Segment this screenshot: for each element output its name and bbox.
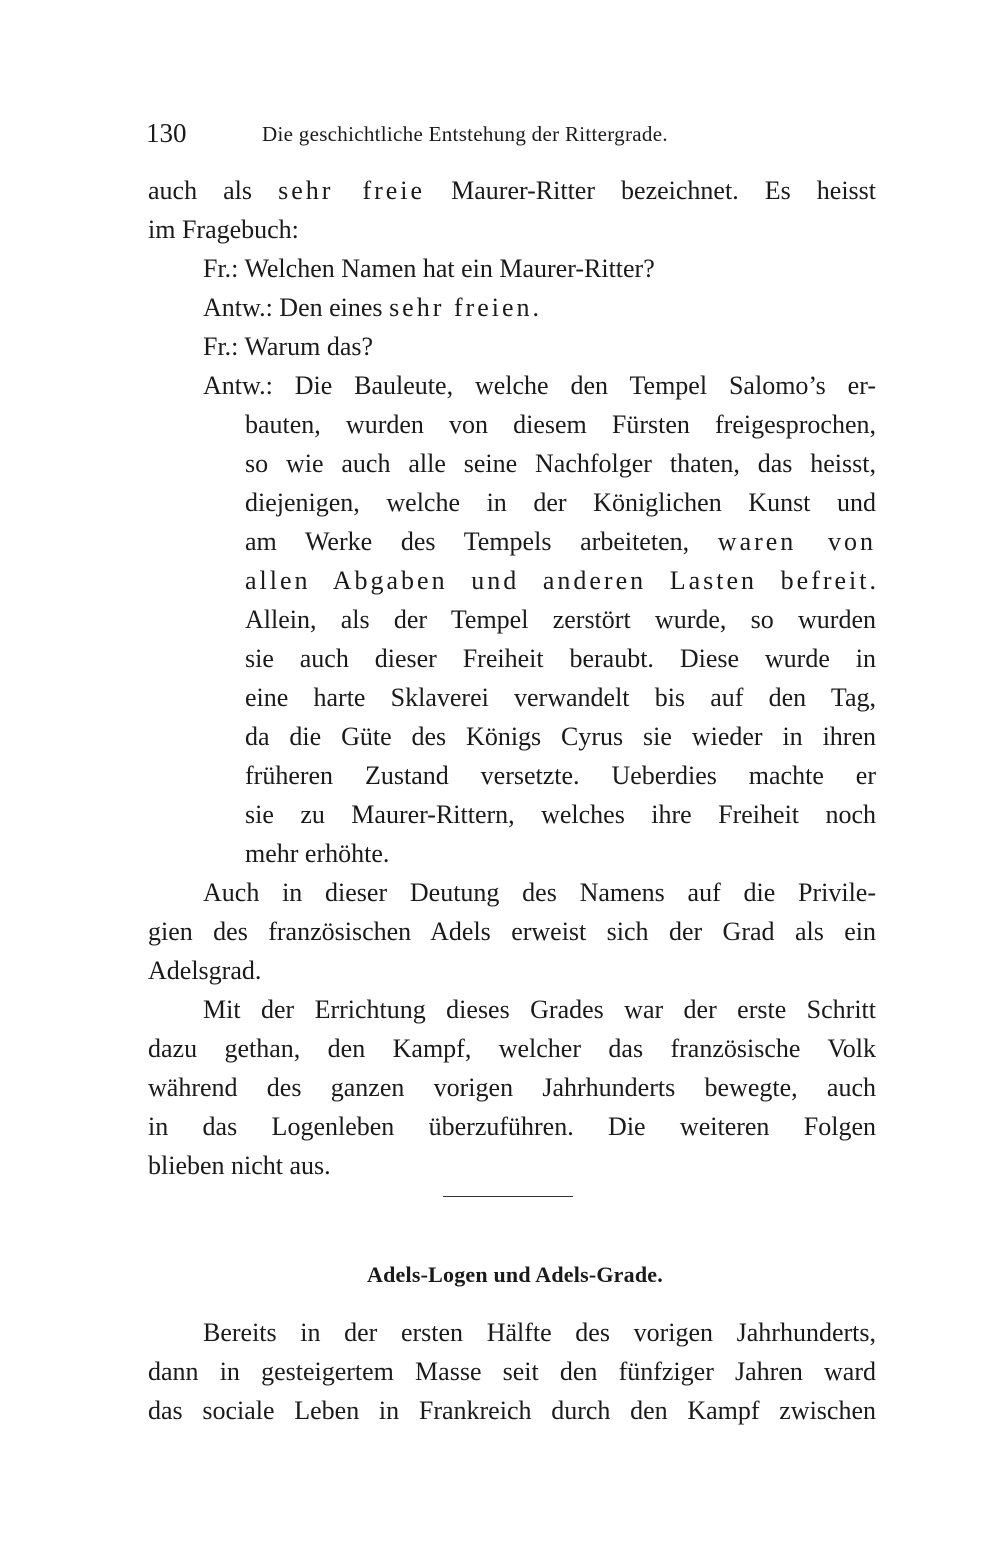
- text-line: [245, 834, 425, 874]
- text-run: Antw.: Den eines: [203, 293, 390, 322]
- text-line: [148, 1068, 876, 1108]
- text-line: [203, 1313, 876, 1353]
- text-run: .: [869, 566, 876, 595]
- text-line: [245, 522, 876, 562]
- text-run: Bereits in der ersten Hälfte des vorigen Jahrhunderts,: [203, 1318, 876, 1347]
- page-header: [146, 118, 886, 150]
- text-line: [245, 405, 876, 445]
- text-run: mehr erhöhte.: [245, 839, 390, 868]
- text-line: [148, 1107, 876, 1147]
- text-line: [203, 249, 763, 289]
- text-run: Allein, als der Tempel zerstört wurde, so wurden: [245, 605, 876, 634]
- text-run: im Fragebuch:: [148, 215, 299, 244]
- section-heading: Adels-Logen und Adels-Grade.: [367, 1262, 663, 1287]
- text-run: das sociale Leben in Frankreich durch den Kampf zwischen: [148, 1396, 876, 1425]
- text-run: in das Logenleben überzuführen. Die weiteren Folgen: [148, 1112, 876, 1141]
- text-line: [245, 561, 876, 601]
- text-run: früheren Zustand versetzte. Ueberdies machte er: [245, 761, 876, 790]
- text-line: [203, 873, 876, 913]
- spaced-emphasis: allen Abgaben und anderen Lasten befreit: [245, 566, 870, 595]
- text-line: [203, 288, 633, 328]
- text-run: blieben nicht aus.: [148, 1151, 331, 1180]
- text-line: [203, 990, 876, 1030]
- text-run: diejenigen, welche in der Königlichen Kunst und: [245, 488, 876, 517]
- text-line: [203, 366, 876, 406]
- text-line: [245, 678, 876, 718]
- text-line: [245, 756, 876, 796]
- text-run: dazu gethan, den Kampf, welcher das französische Volk: [148, 1034, 876, 1063]
- text-run: am Werke des Tempels arbeiteten,: [245, 527, 718, 556]
- text-run: eine harte Sklaverei verwandelt bis auf den Tag,: [245, 683, 876, 712]
- text-line: [148, 1391, 876, 1431]
- text-run: bauten, wurden von diesem Fürsten freigesprochen,: [245, 410, 876, 439]
- text-run: Antw.: Die Bauleute, welche den Tempel Salomo’s er-: [203, 371, 876, 400]
- text-line: [245, 639, 876, 679]
- text-run: dann in gesteigertem Masse seit den fünfziger Jahren ward: [148, 1357, 876, 1386]
- text-run: während des ganzen vorigen Jahrhunderts bewegte, auch: [148, 1073, 876, 1102]
- text-run: Auch in dieser Deutung des Namens auf die Privile-: [203, 878, 876, 907]
- spaced-emphasis: waren von: [717, 527, 876, 556]
- text-line: [148, 951, 288, 991]
- text-line: [148, 1029, 876, 1069]
- text-run: Fr.: Welchen Namen hat ein Maurer-Ritter?: [203, 254, 655, 283]
- text-line: [245, 717, 876, 757]
- text-run: gien des französischen Adels erweist sich der Grad als ein: [148, 917, 876, 946]
- page-number: 130: [146, 118, 187, 148]
- text-run: da die Güte des Königs Cyrus sie wieder in ihren: [245, 722, 876, 751]
- text-run: Adelsgrad.: [148, 956, 262, 985]
- text-run: so wie auch alle seine Nachfolger thaten, das heisst,: [245, 449, 876, 478]
- text-run: sie auch dieser Freiheit beraubt. Diese wurde in: [245, 644, 876, 673]
- section-divider: [443, 1196, 573, 1197]
- text-line: [203, 327, 423, 367]
- text-line: [148, 1146, 378, 1186]
- text-line: [245, 444, 876, 484]
- text-line: [148, 210, 348, 250]
- spaced-emphasis: sehr freien: [389, 293, 533, 322]
- text-run: Maurer-Ritter bezeichnet. Es heisst: [425, 176, 877, 205]
- text-run: Fr.: Warum das?: [203, 332, 374, 361]
- text-line: [245, 600, 876, 640]
- text-run: sie zu Maurer-Rittern, welches ihre Freiheit noch: [245, 800, 876, 829]
- text-run: auch als: [148, 176, 279, 205]
- text-run: .: [532, 293, 539, 322]
- spaced-emphasis: sehr freie: [278, 176, 426, 205]
- text-line: [148, 1352, 876, 1392]
- text-line: [148, 912, 876, 952]
- text-line: [245, 795, 876, 835]
- text-line: [148, 171, 876, 211]
- text-run: Mit der Errichtung dieses Grades war der erste Schritt: [203, 995, 876, 1024]
- text-line: [245, 483, 876, 523]
- running-title: Die geschichtliche Entstehung der Rittergrade.: [262, 122, 668, 146]
